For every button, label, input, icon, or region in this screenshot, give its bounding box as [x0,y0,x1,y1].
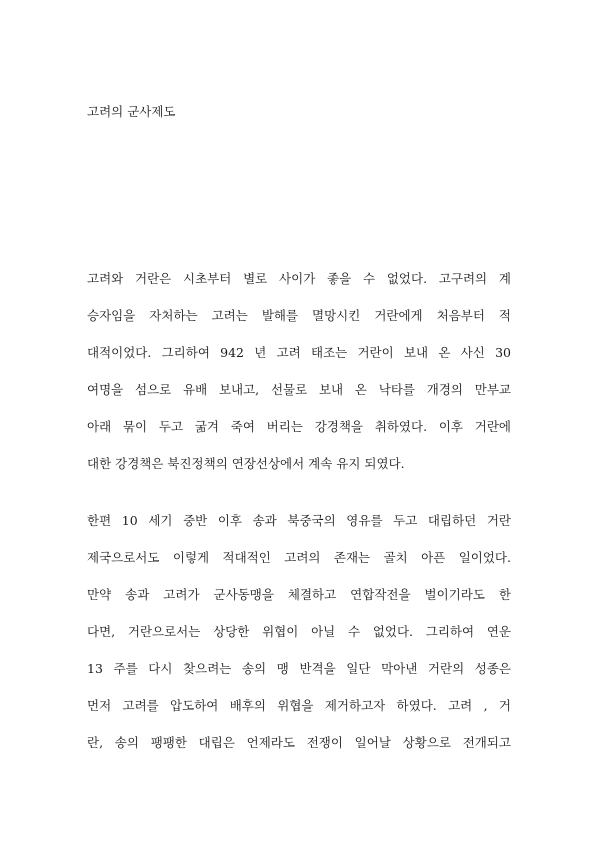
paragraph-line: 승자임을 자처하는 고려는 발해를 멸망시킨 거란에게 처음부터 적 [87,308,511,323]
paragraph-2 [87,512,511,771]
paragraph-line: 한편 10 세기 중반 이후 송과 북중국의 영유를 두고 대립하던 거란 [87,513,511,528]
paragraph-line: 13 주를 다시 찾으려는 송의 맹 반격을 일단 막아낸 거란의 성종은 [87,661,511,676]
paragraph-line: 만약 송과 고려가 군사동맹을 체결하고 연합작전을 벌이기라도 한 [87,587,511,602]
paragraph-line: 다면, 거란으로서는 상당한 위협이 아닐 수 없었다. 그리하여 연운 [87,624,511,639]
paragraph-line: 제국으로서도 이렇게 적대적인 고려의 존재는 골치 아픈 일이었다. [87,550,511,565]
paragraph-line: 란, 송의 팽팽한 대립은 언제라도 전쟁이 일어날 상황으로 전개되고 [87,735,511,750]
paragraph-line: 대적이었다. 그리하여 942 년 고려 태조는 거란이 보내 온 사신 30 [87,345,511,360]
paragraph-line: 대한 강경책은 북진정책의 연장선상에서 계속 유지 되였다. [87,456,405,471]
paragraph-line: 아래 묶이 두고 굶겨 죽여 버리는 강경책을 취하였다. 이후 거란에 [87,419,511,434]
document-title: 고려의 군사제도 [87,104,176,119]
paragraph-1 [87,270,511,492]
paragraph-line: 고려와 거란은 시초부터 별로 사이가 좋을 수 없었다. 고구려의 계 [87,271,511,286]
paragraph-line: 여명을 섬으로 유배 보내고, 선물로 보내 온 낙타를 개경의 만부교 [87,382,511,397]
paragraph-line: 먼저 고려를 압도하여 배후의 위협을 제거하고자 하였다. 고려 , 거 [87,698,511,713]
